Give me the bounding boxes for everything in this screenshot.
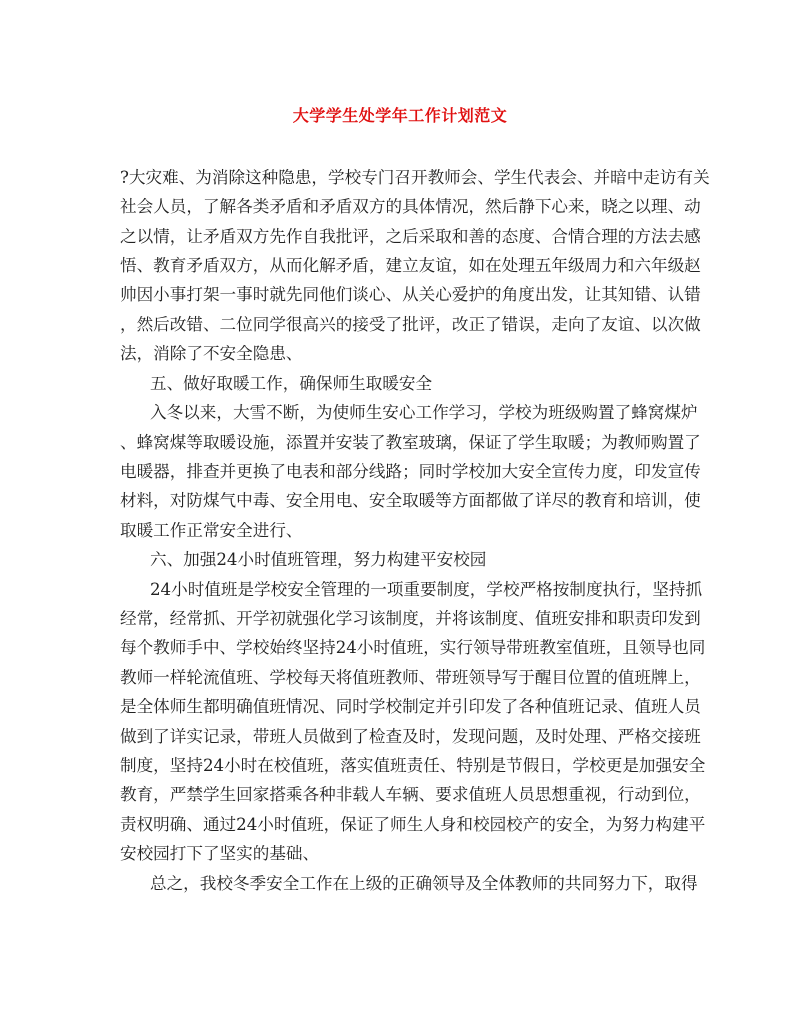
paragraph-line: 是全体师生都明确值班情况、同时学校制定并引印发了各种值班记录、值班人员 xyxy=(120,697,701,716)
paragraph-line: ?大灾难、为消除这种隐患，学校专门召开教师会、学生代表会、并暗中走访有关 xyxy=(120,168,710,187)
section-heading: 五、做好取暖工作，确保师生取暖安全 xyxy=(150,374,433,393)
paragraph-line: 帅因小事打架一事时就先同他们谈心、从关心爱护的角度出发，让其知错、认错 xyxy=(120,285,701,304)
paragraph-line: 、蜂窝煤等取暖设施，添置并安装了教室玻璃，保证了学生取暖；为教师购置了 xyxy=(120,433,701,452)
paragraph-line: 社会人员，了解各类矛盾和矛盾双方的具体情况，然后静下心来，晓之以理、动 xyxy=(120,197,701,216)
document-title: 大学学生处学年工作计划范文 xyxy=(292,106,508,125)
paragraph-line: 材料，对防煤气中毒、安全用电、安全取暖等方面都做了详尽的教育和培训，使 xyxy=(120,491,701,510)
paragraph-line: 教育，严禁学生回家搭乘各种非载人车辆、要求值班人员思想重视，行动到位， xyxy=(120,785,701,804)
paragraph-line: 入冬以来，大雪不断，为使师生安心工作学习，学校为班级购置了蜂窝煤炉 xyxy=(150,403,698,422)
paragraph-line: 法，消除了不安全隐患、 xyxy=(120,344,303,363)
paragraph-line: 制度，坚持24小时在校值班，落实值班责任、特别是节假日，学校更是加强安全 xyxy=(120,756,706,775)
paragraph-line: 悟、教育矛盾双方，从而化解矛盾，建立友谊，如在处理五年级周力和六年级赵 xyxy=(120,256,701,275)
paragraph-line: 教师一样轮流值班、学校每天将值班教师、带班领导写于醒目位置的值班牌上， xyxy=(120,668,701,687)
paragraph-line: 每个教师手中、学校始终坚持24小时值班，实行领导带班教室值班，且领导也同 xyxy=(120,638,706,657)
paragraph-line: 做到了详实记录，带班人员做到了检查及时，发现问题，及时处理、严格交接班 xyxy=(120,727,701,746)
paragraph-line: 24小时值班是学校安全管理的一项重要制度，学校严格按制度执行，坚持抓 xyxy=(150,580,703,599)
paragraph-line: 责权明确、通过24小时值班，保证了师生人身和校园校产的安全，为努力构建平 xyxy=(120,815,706,834)
paragraph-line: ，然后改错、二位同学很高兴的接受了批评，改正了错误，走向了友谊、以次做 xyxy=(120,315,701,334)
paragraph-line: 总之，我校冬季安全工作在上级的正确领导及全体教师的共同努力下，取得 xyxy=(150,874,698,893)
paragraph-line: 取暖工作正常安全进行、 xyxy=(120,521,303,540)
section-heading: 六、加强24小时值班管理，努力构建平安校园 xyxy=(150,550,487,569)
paragraph-line: 电暖器，排查并更换了电表和部分线路；同时学校加大安全宣传力度，印发宣传 xyxy=(120,462,701,481)
paragraph-line: 之以情，让矛盾双方先作自我批评，之后采取和善的态度、合情合理的方法去感 xyxy=(120,227,701,246)
paragraph-line: 安校园打下了坚实的基础、 xyxy=(120,844,320,863)
paragraph-line: 经常，经常抓、开学初就强化学习该制度，并将该制度、值班安排和职责印发到 xyxy=(120,609,701,628)
